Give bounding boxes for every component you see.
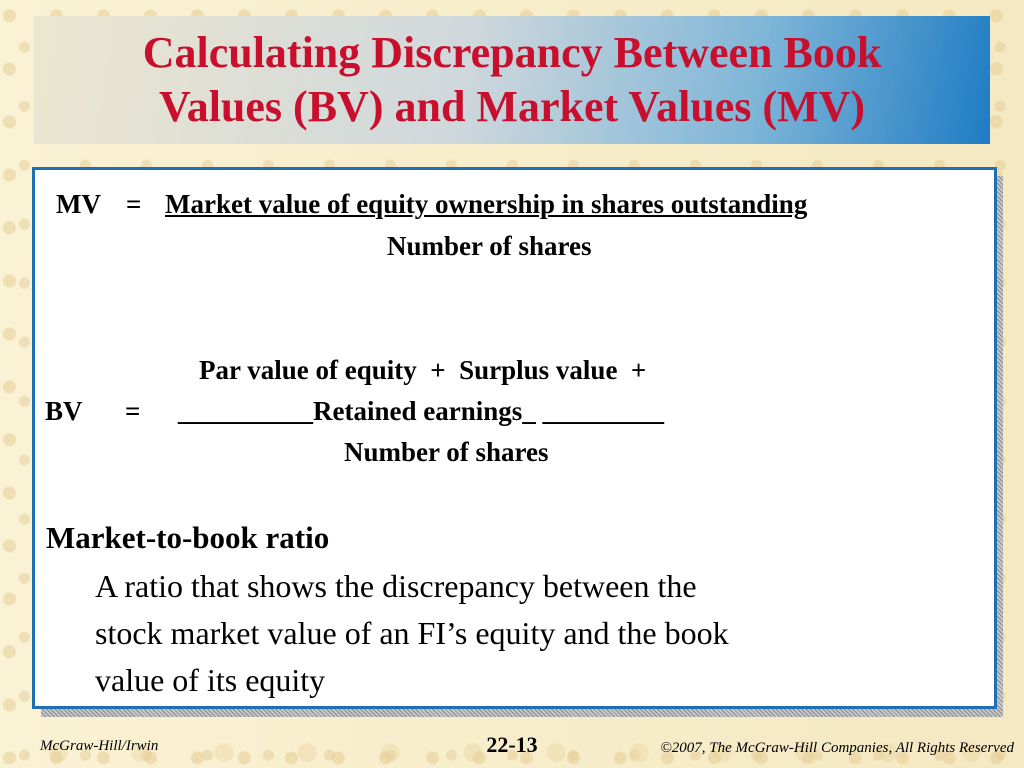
slide-title	[34, 26, 990, 134]
footer-publisher: McGraw-Hill/Irwin	[40, 738, 159, 754]
definition-line-3: value of its equity	[95, 662, 326, 698]
bv-equals: =	[125, 396, 141, 426]
definition-line-1: A ratio that shows the discrepancy between the	[95, 568, 697, 604]
title-banner	[34, 16, 990, 144]
footer-copyright: ©2007, The McGraw-Hill Companies, All Rights Reserved	[660, 740, 1014, 756]
mv-numerator: Market value of equity ownership in shares outstanding	[165, 189, 808, 219]
title-line-1: Calculating Discrepancy Between Book	[142, 28, 882, 77]
definition-term: Market-to-book ratio	[46, 520, 330, 555]
mv-equals: =	[126, 189, 142, 219]
mv-denominator: Number of shares	[387, 231, 592, 261]
content-panel	[32, 167, 997, 709]
bv-numerator-line-1: Par value of equity + Surplus value +	[199, 355, 647, 385]
bv-numerator-line-2: __________Retained earnings_ _________	[178, 396, 664, 426]
bv-denominator: Number of shares	[344, 437, 549, 467]
page-number: 22-13	[486, 732, 538, 757]
definition-line-2: stock market value of an FI’s equity and the book	[95, 615, 729, 651]
bv-label: BV	[45, 396, 83, 426]
title-line-2: Values (BV) and Market Values (MV)	[158, 82, 866, 131]
mv-label: MV	[56, 189, 101, 219]
